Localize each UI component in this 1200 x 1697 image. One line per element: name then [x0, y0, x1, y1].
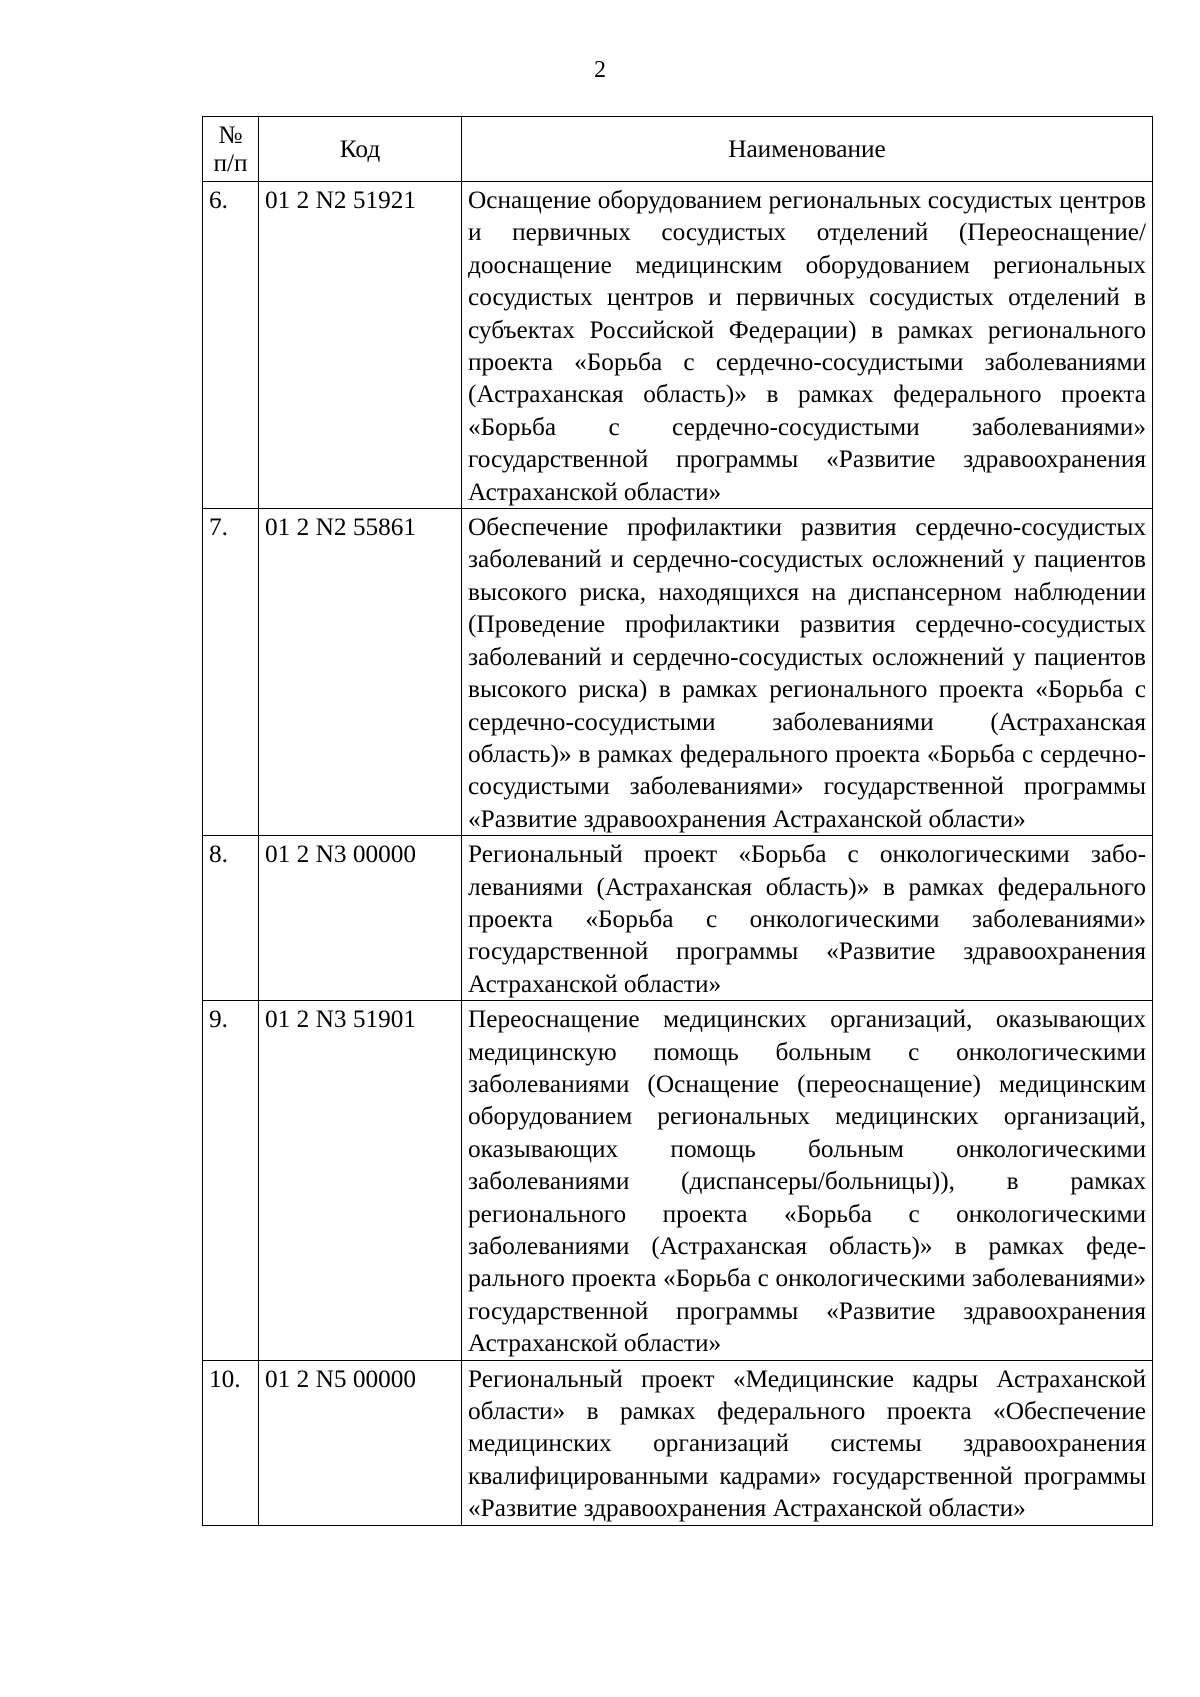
row-name: Обеспечение профилактики развития сердечно-сосудистых заболеваний и сердечно-сосудистых осложнений у пациентов высокого риска, находящихся на диспансерном наблюдении (Проведение профилактики развития сердечно-сосудистых заболеваний и сердечно-сосудистых осложнений у пациентов высокого риска) в рамках регионального проекта «Борьба с сердечно-сосудистыми заболеваниями (Астраханская область)» в рамках федерального проекта «Борьба с сердечно-сосудистыми заболеваниями» государственной программы «Развитие здравоохранения Астраханской области»: [462, 509, 1153, 836]
header-name: Наименование: [462, 117, 1153, 182]
row-code: 01 2 N3 51901: [259, 1001, 462, 1360]
page-number: 2: [594, 57, 606, 83]
table-row: [203, 509, 1153, 836]
row-name: Переоснащение медицинских организаций, оказывающих медицинскую помощь больным с онкологическими заболеваниями (Оснащение (переоснащение) медицинским оборудованием региональных медицинских организаций, оказывающих помощь больным онкологическими заболеваниями (диспансеры/больницы)), в рамках регионального проекта «Борьба с онкологическими заболеваниями (Астраханская область)» в рамках федерального проекта «Борьба с онкологическими заболеваниями» государственной программы «Развитие здравоохранения Астраханской области»: [462, 1001, 1153, 1360]
row-number: 9.: [203, 1001, 259, 1360]
table-header-row: [203, 117, 1153, 182]
table-row: [203, 836, 1153, 1001]
row-number: 6.: [203, 182, 259, 509]
header-number-abbr: п/п: [213, 149, 248, 177]
header-code: Код: [259, 117, 462, 182]
row-name: Оснащение оборудованием региональных сосудистых центров и первичных сосудистых отделений (Переоснащение/дооснащение медицинским оборудованием региональных сосудистых центров и первичных сосудистых отделений в субъектах Российской Федерации) в рамках регионального проекта «Борьба с сердечно-сосудистыми заболеваниями (Астраханская область)» в рамках федерального проекта «Борьба с сердечно-сосудистыми заболеваниями» государственной программы «Развитие здравоохранения Астраханской области»: [462, 182, 1153, 509]
row-code: 01 2 N3 00000: [259, 836, 462, 1001]
row-name: Региональный проект «Борьба с онкологическими заболеваниями (Астраханская область)» в рамках федерального проекта «Борьба с онкологическими заболеваниями» государственной программы «Развитие здравоохранения Астраханской области»: [462, 836, 1153, 1001]
row-number: 8.: [203, 836, 259, 1001]
row-code: 01 2 N2 55861: [259, 509, 462, 836]
table-row: [203, 1360, 1153, 1525]
document-table: [202, 116, 1153, 1526]
row-code: 01 2 N2 51921: [259, 182, 462, 509]
row-code: 01 2 N5 00000: [259, 1360, 462, 1525]
table-row: [203, 182, 1153, 509]
header-number-symbol: №: [218, 121, 243, 149]
table-row: [203, 1001, 1153, 1360]
header-number: [203, 117, 259, 182]
row-number: 7.: [203, 509, 259, 836]
row-name: Региональный проект «Медицинские кадры Астраханской области» в рамках федерального проекта «Обеспечение медицинских организаций системы здравоохранения квалифицированными кадрами» государственной программы «Развитие здравоохранения Астраханской области»: [462, 1360, 1153, 1525]
row-number: 10.: [203, 1360, 259, 1525]
